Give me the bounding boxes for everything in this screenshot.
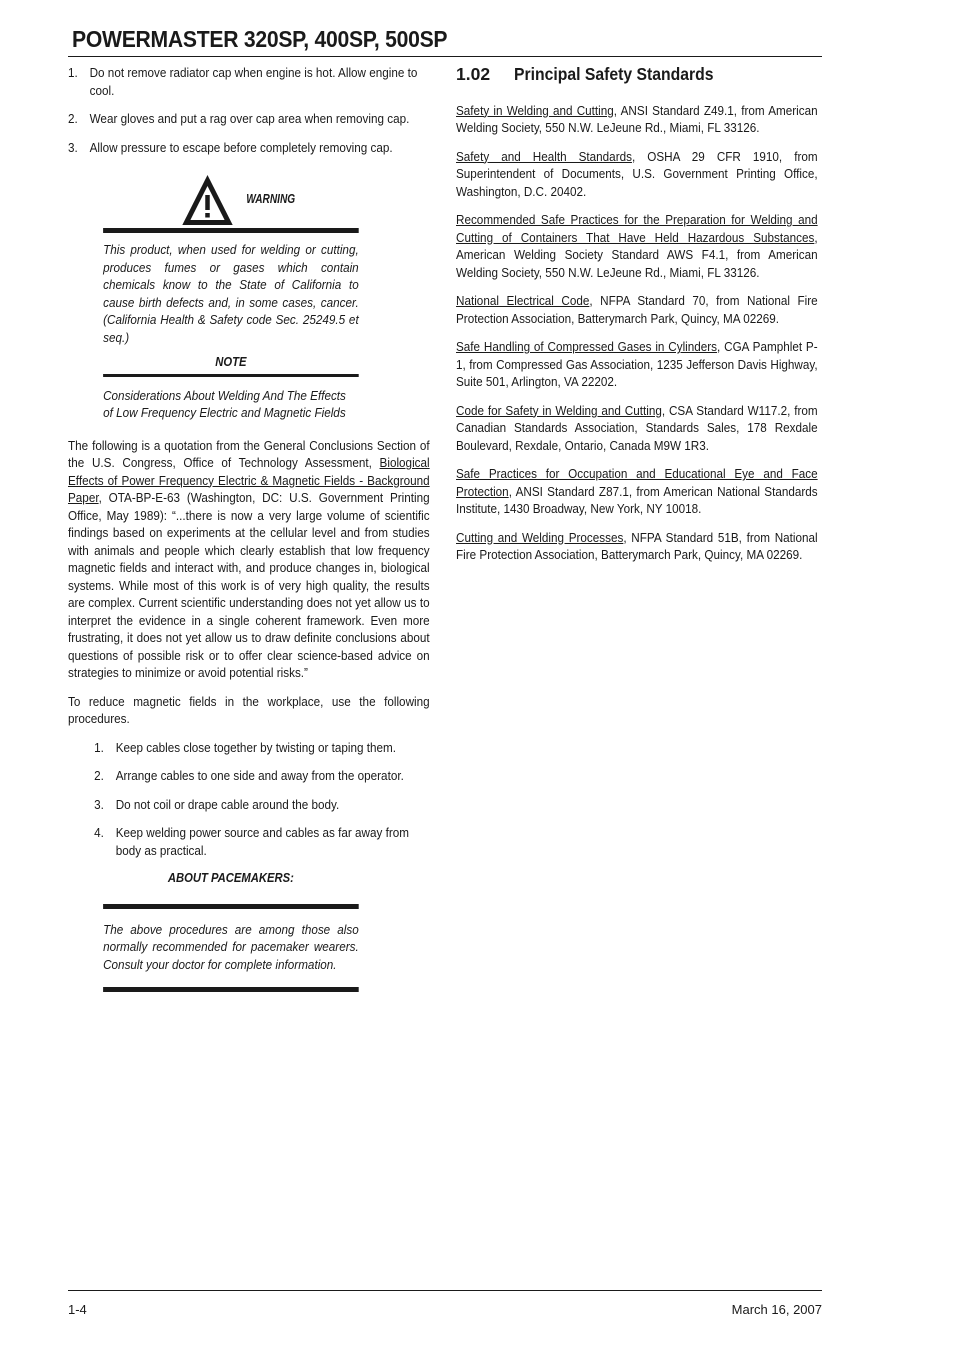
procedure-item [94, 824, 430, 859]
standard-details: , OSHA 29 CFR 1910, from Superintendent of Documents, U.S. Government Printing Office, Washington, D.C. 20402. [456, 148, 818, 199]
procedure-item [94, 739, 430, 757]
warning-triangle-icon [181, 173, 235, 227]
procedure-text: Keep welding power source and cables as far away from body as practical. [115, 825, 410, 858]
section-title: Principal Safety Standards [514, 64, 714, 84]
radiator-step-number: 1. [68, 65, 78, 80]
footer-rule [68, 1290, 822, 1291]
standard-details: , NFPA Standard 70, from National Fire Protection Association, Batterymarch Park, Quincy, MA 02269. [456, 293, 818, 326]
quotation-paragraph [68, 437, 430, 682]
note-label: NOTE [215, 355, 247, 369]
standard-entry [456, 529, 818, 564]
radiator-step [68, 64, 430, 99]
radiator-step [68, 110, 430, 128]
quotation-source-title: Biological Effects of Power Frequency Electric & Magnetic Fields - Background Paper [68, 455, 430, 505]
standard-entry [456, 211, 818, 281]
pacemakers-label: ABOUT PACEMAKERS: [167, 871, 294, 885]
pacemakers-text: The above procedures are among those also normally recommended for pacemaker wearers. Consult your doctor for complete information. [103, 921, 359, 972]
warning-label: WARNING [246, 192, 296, 207]
radiator-step-number: 3. [68, 139, 78, 155]
section-number: 1.02 [456, 64, 491, 84]
left-column-content [68, 64, 430, 992]
radiator-step-number: 2. [68, 111, 78, 126]
standard-details: , American Welding Society Standard AWS F4.1, from American Welding Society, 550 N.W. LeJeune Rd., Miami, FL 33126. [456, 229, 818, 280]
radiator-step-text: Do not remove radiator cap when engine is hot. Allow engine to cool. [89, 65, 418, 98]
standard-details: , ANSI Standard Z87.1, from American National Standards Institute, 1430 Broadway, New York, NY 10018. [456, 483, 818, 516]
reduce-intro: To reduce magnetic fields in the workplace, use the following procedures. [68, 693, 430, 726]
warning-header [103, 172, 359, 228]
radiator-step [68, 139, 430, 157]
quotation-body: , OTA-BP-E-63 (Washington, DC: U.S. Government Printing Office, May 1989): “...there is now a very large volume of scientific findings based on experiments at the cellular level and from studies with animals and people which clearly establish that low frequency magnetic fields and interact with, and produce changes in, biological systems. While most of this work is of very high quality, the results are complex. Current scientific understanding does not yet allow us to interpret the evidence in a single coherent framework. Even more frustrating, it does not yet allow us to draw definite conclusions about questions of possible risk or to offer clear science-based advice on strategies to minimize or avoid potential risks.” [68, 490, 430, 680]
standard-title: Safety in Welding and Cutting [456, 102, 614, 118]
pacemakers-bottom-rule [103, 987, 359, 992]
radiator-step-text: Allow pressure to escape before completely removing cap. [89, 139, 393, 155]
procedure-number: 1. [94, 739, 104, 755]
standard-details: , CGA Pamphlet P-1, from Compressed Gas Association, 1235 Jefferson Davis Highway, Suite 501, Arlington, VA 22202. [456, 339, 818, 389]
standard-title: Recommended Safe Practices for the Preparation for Welding and Cutting of Containers That Have Held Hazardous Substances [456, 212, 818, 245]
quotation-intro: The following is a quotation from the General Conclusions Section of the U.S. Congress, Office of Technology Assessment, [68, 437, 430, 470]
procedure-number: 2. [94, 768, 104, 783]
standard-entry [456, 292, 818, 327]
procedure-text: Keep cables close together by twisting or taping them. [115, 739, 397, 755]
page-title: POWERMASTER 320SP, 400SP, 500SP [72, 26, 448, 52]
procedures-list [94, 739, 430, 860]
standard-title: Code for Safety in Welding and Cutting [456, 402, 662, 418]
standard-entry [456, 465, 818, 518]
standard-entry [456, 338, 818, 391]
procedure-item [94, 767, 430, 785]
standard-title: National Electrical Code [456, 293, 590, 308]
standard-title: Safe Handling of Compressed Gases in Cylinders [456, 339, 718, 354]
standard-title: Cutting and Welding Processes [456, 529, 624, 545]
standards-list [456, 102, 818, 564]
radiator-step-text: Wear gloves and put a rag over cap area when removing cap. [89, 111, 410, 126]
warning-box [103, 172, 359, 426]
left-column [68, 64, 430, 992]
procedure-text: Arrange cables to one side and away from the operator. [115, 768, 404, 783]
title-rule [68, 56, 822, 57]
page-number: 1-4 [68, 1302, 87, 1317]
standard-details: , ANSI Standard Z49.1, from American Welding Society, 550 N.W. LeJeune Rd., Miami, FL 33126. [456, 102, 818, 135]
standard-details: , CSA Standard W117.2, from Canadian Standards Association, Standards Sales, 178 Rexdale Boulevard, Rexdale, Ontario, Canada M9W 1R3. [456, 402, 818, 453]
right-column [456, 64, 818, 575]
procedure-text: Do not coil or drape cable around the body. [115, 796, 340, 812]
standard-entry [456, 402, 818, 455]
procedure-item [94, 796, 430, 814]
section-heading [456, 66, 818, 84]
standard-entry [456, 148, 818, 201]
standard-details: , NFPA Standard 51B, from National Fire Protection Association, Batterymarch Park, Quincy, MA 02269. [456, 529, 818, 562]
pacemakers-box [103, 904, 359, 993]
procedure-number: 3. [94, 796, 104, 812]
standard-title: Safe Practices for Occupation and Educational Eye and Face Protection [456, 466, 818, 499]
note-text: Considerations About Welding And The Effects of Low Frequency Electric and Magnetic Fields [103, 387, 346, 420]
footer-date: March 16, 2007 [731, 1302, 822, 1317]
standard-entry [456, 102, 818, 137]
standard-title: Safety and Health Standards [456, 148, 632, 164]
warning-text: This product, when used for welding or cutting, produces fumes or gases which contain chemicals know to the State of California to cause birth defects and, in some cases, cancer. (California Health & Safety code Sec. 25249.5 et seq.) [103, 242, 359, 345]
procedure-number: 4. [94, 825, 104, 840]
